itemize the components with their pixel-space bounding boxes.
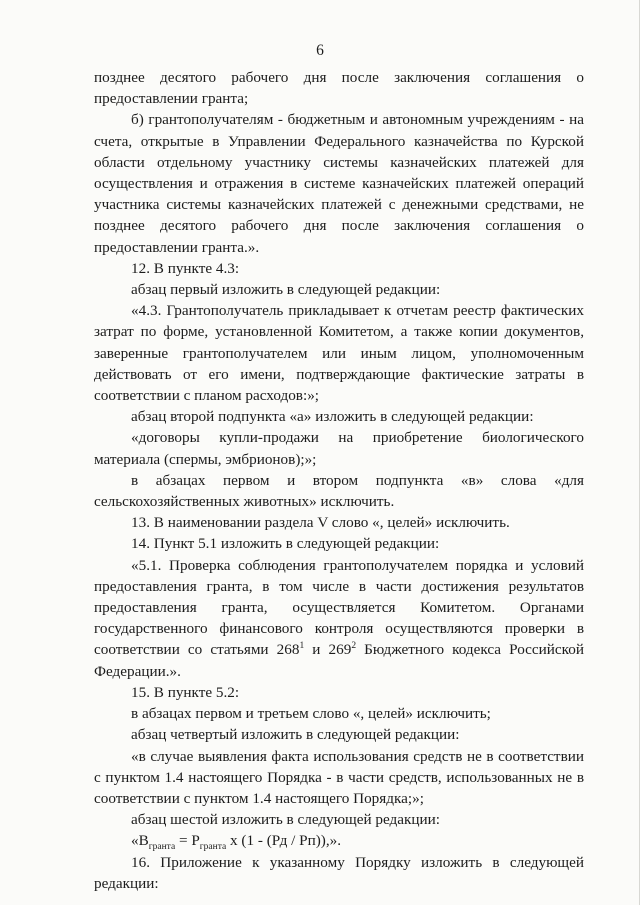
formula-grant: «$В_{гранта} = Р_{гранта}$ х (1 - (Рд / Рп)),». (131, 832, 342, 853)
paragraph-abzac-6: абзац шестой изложить в следующей редакции: (131, 811, 440, 829)
paragraph-item-16: 16. Приложение к указанному Порядку изложить в следующей редакции: (94, 853, 584, 892)
document-body (94, 67, 584, 894)
paragraph-abzac-1-3: в абзацах первом и третьем слово «, целей» исключить; (131, 705, 491, 723)
paragraph-quote-contracts: «договоры купли-продажи на приобретение биологического материала (спермы, эмбрионов);»; (94, 429, 584, 468)
paragraph-grant-deadline-cont: позднее десятого рабочего дня после заключения соглашения о предоставлении гранта; (94, 69, 584, 108)
paragraph-second-abzac-a: абзац второй подпункта «а» изложить в следующей редакции: (131, 408, 534, 426)
paragraph-quote-5-1: «5.1. Проверка соблюдения грантополучателем порядка и условий предоставления гранта, в том числе в части достижения результатов предоставления гранта, осуществляется Комитетом. Органами государственного финансового контроля осуществляются проверки в соответствии со статьями $268^1$ и $269^2$ Бюджетного кодекса Российской Федерации.». (94, 556, 584, 680)
paragraph-item-14: 14. Пункт 5.1 изложить в следующей редакции: (131, 535, 440, 553)
page-number: 6 (316, 42, 324, 59)
paragraph-subitem-v: в абзацах первом и втором подпункта «в» слова «для сельскохозяйственных животных» исключить. (94, 471, 584, 511)
paragraph-item-12: 12. В пункте 4.3: (131, 259, 240, 277)
paragraph-abzac-4: абзац четвертый изложить в следующей редакции: (131, 726, 460, 744)
paragraph-item-13: 13. В наименовании раздела V слово «, целей» исключить. (131, 514, 510, 532)
paragraph-quote-4-3: «4.3. Грантополучатель прикладывает к отчетам реестр фактических затрат по форме, установленной Комитетом, а также копии документов, заверенные грантополучателем или иным лицом, уполномоченным действовать от его имени, подтверждающие фактические затраты в соответствии с планом расходов:»; (94, 302, 584, 405)
paragraph-first-abzac-4-3: абзац первый изложить в следующей редакции: (131, 281, 441, 299)
paragraph-b-budget-institutions: б) грантополучателям - бюджетным и автономным учреждениям - на счета, открытые в Управлении Федерального казначейства по Курской области отдельному участнику системы казначейских платежей для осуществления и отражения в системе казначейских платежей операций участника системы казначейских платежей с денежными средствами, не позднее десятого рабочего дня после заключения соглашения о предоставлении гранта.». (94, 111, 584, 256)
line: б) грантополучателям - бюджетным и автономным учреждениям - на (131, 111, 584, 129)
paragraph-item-15: 15. В пункте 5.2: (131, 683, 240, 701)
paragraph-quote-violation: «в случае выявления факта использования средств не в соответствии с пунктом 1.4 настоящего Порядка - в части средств, использованных не в соответствии с пунктом 1.4 настоящего Порядка;»; (94, 747, 584, 807)
